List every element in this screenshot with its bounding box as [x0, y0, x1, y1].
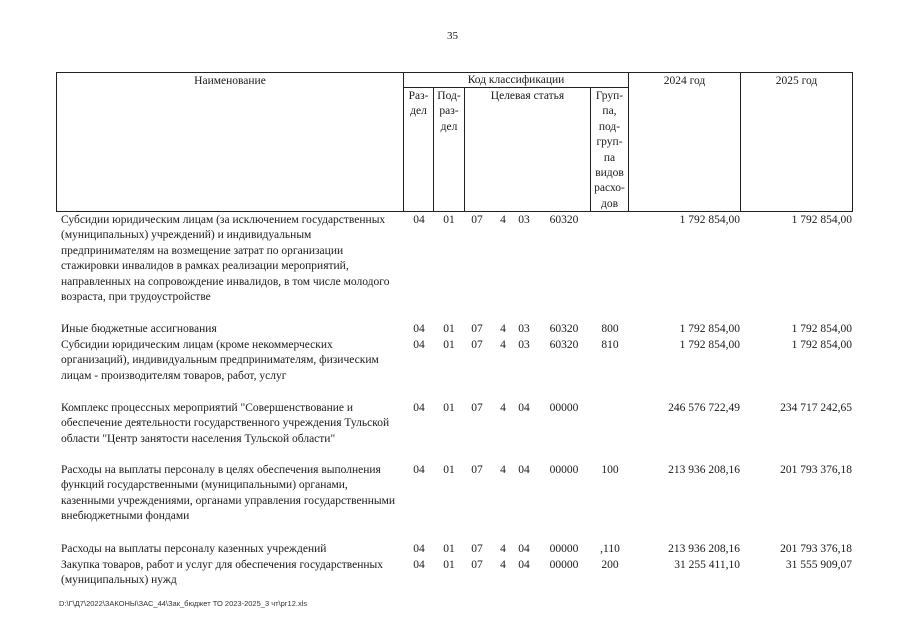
- row-type: 4: [500, 214, 506, 226]
- row-program: 07: [471, 464, 483, 476]
- row-direction: 00000: [549, 543, 579, 555]
- row-podrazdel: 01: [443, 559, 455, 571]
- row-name: Субсидии юридическим лицам (за исключением государственных (муниципальных) учреждений) и индивидуальным предпринимателям на возмещение затрат по организации стажировки инвалидов в рамках реализации мероприятий, направленных на сопровождение инвалидов, в том числе молодого возраста, при трудоустройстве: [61, 214, 390, 304]
- row-subprogram: 04: [518, 464, 530, 476]
- row-subprogram: 03: [518, 214, 530, 226]
- row-year2: 201 793 376,18: [780, 543, 852, 555]
- row-razdel: 04: [413, 323, 425, 335]
- row-razdel: 04: [413, 402, 425, 414]
- row-program: 07: [471, 323, 483, 335]
- row-year2: 1 792 854,00: [791, 323, 852, 335]
- file-path-footer: D:\Г\Д7\2022\ЗАКОНЫ\ЗАС_44\Зак_бюджет ТО 2023-2025_3 чт\рг12.xls: [59, 599, 308, 608]
- row-vid: 100: [601, 464, 619, 476]
- row-type: 4: [500, 402, 506, 414]
- row-podrazdel: 01: [443, 323, 455, 335]
- row-razdel: 04: [413, 339, 425, 351]
- row-razdel: 04: [413, 543, 425, 555]
- row-year1: 213 936 208,16: [668, 464, 740, 476]
- row-subprogram: 04: [518, 543, 530, 555]
- row-subprogram: 03: [518, 339, 530, 351]
- page-number: 35: [447, 30, 458, 42]
- header-year1-cell: [628, 72, 741, 212]
- row-program: 07: [471, 543, 483, 555]
- header-code: Код классификации: [467, 74, 565, 86]
- header-razdel-cell: [403, 87, 434, 212]
- header-year1: 2024 год: [663, 75, 706, 87]
- row-subprogram: 04: [518, 559, 530, 571]
- row-type: 4: [500, 559, 506, 571]
- row-name: Закупка товаров, работ и услуг для обеспечения государственных (муниципальных) нужд: [61, 559, 384, 587]
- header-name: Наименование: [194, 75, 266, 87]
- row-type: 4: [500, 543, 506, 555]
- row-program: 07: [471, 402, 483, 414]
- row-name: Расходы на выплаты персоналу в целях обеспечения выполнения функций государственными (муниципальными) органами, казенными учреждениями, органами управления государственными внебюджетными фондами: [61, 464, 396, 523]
- header-code-cell: [403, 72, 629, 88]
- header-podrazdel-cell: [433, 87, 465, 212]
- row-name: Расходы на выплаты персоналу казенных учреждений: [61, 543, 327, 555]
- header-year2: 2025 год: [775, 75, 818, 87]
- header-year2-cell: [740, 72, 853, 212]
- header-celevaya-cell: [464, 87, 591, 212]
- row-year2: 234 717 242,65: [780, 402, 852, 414]
- row-podrazdel: 01: [443, 464, 455, 476]
- row-direction: 00000: [549, 559, 579, 571]
- row-direction: 00000: [549, 464, 579, 476]
- row-name: Субсидии юридическим лицам (кроме некоммерческих организаций), индивидуальным предпринимателям, физическим лицам - производителям товаров, работ, услуг: [61, 339, 379, 382]
- row-direction: 60320: [549, 214, 579, 226]
- row-year2: 1 792 854,00: [791, 339, 852, 351]
- row-direction: 00000: [549, 402, 579, 414]
- row-program: 07: [471, 339, 483, 351]
- row-podrazdel: 01: [443, 402, 455, 414]
- row-subprogram: 03: [518, 323, 530, 335]
- header-celevaya: Целевая статья: [490, 90, 565, 102]
- row-year1: 31 255 411,10: [674, 559, 740, 571]
- header-podrazdel: Под- раз- дел: [437, 90, 461, 133]
- row-year1: 1 792 854,00: [679, 323, 740, 335]
- row-type: 4: [500, 339, 506, 351]
- row-year1: 213 936 208,16: [668, 543, 740, 555]
- row-program: 07: [471, 214, 483, 226]
- row-razdel: 04: [413, 214, 425, 226]
- row-subprogram: 04: [518, 402, 530, 414]
- row-type: 4: [500, 464, 506, 476]
- row-razdel: 04: [413, 559, 425, 571]
- header-vid-cell: [590, 87, 629, 212]
- row-year1: 1 792 854,00: [679, 214, 740, 226]
- row-type: 4: [500, 323, 506, 335]
- row-vid: 200: [601, 559, 619, 571]
- header-razdel: Раз- дел: [408, 90, 429, 118]
- row-podrazdel: 01: [443, 214, 455, 226]
- row-year2: 201 793 376,18: [780, 464, 852, 476]
- row-podrazdel: 01: [443, 543, 455, 555]
- row-podrazdel: 01: [443, 339, 455, 351]
- row-name: Комплекс процессных мероприятий "Совершенствование и обеспечение деятельности государственного учреждения Тульской области "Центр занятости населения Тульской области": [61, 402, 390, 445]
- row-year1: 1 792 854,00: [679, 339, 740, 351]
- row-year2: 31 555 909,07: [785, 559, 852, 571]
- row-vid: 800: [601, 323, 619, 335]
- header-vid: Груп- па, под- груп- па видов расхо- дов: [594, 90, 625, 210]
- row-direction: 60320: [549, 339, 579, 351]
- row-program: 07: [471, 559, 483, 571]
- row-direction: 60320: [549, 323, 579, 335]
- header-name-cell: [56, 72, 404, 212]
- row-name: Иные бюджетные ассигнования: [61, 323, 217, 335]
- row-vid: 810: [601, 339, 619, 351]
- row-year1: 246 576 722,49: [668, 402, 740, 414]
- row-razdel: 04: [413, 464, 425, 476]
- row-vid: ,110: [600, 543, 620, 555]
- row-year2: 1 792 854,00: [791, 214, 852, 226]
